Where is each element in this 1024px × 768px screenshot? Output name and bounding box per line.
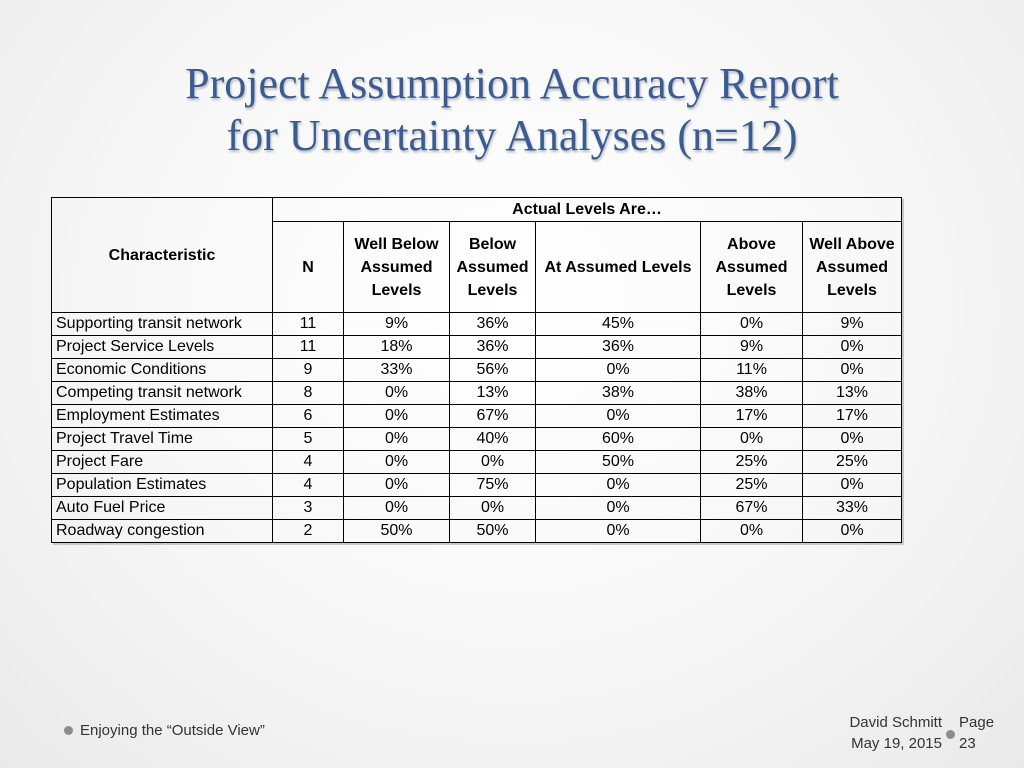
footer-page-number: 23 — [959, 735, 976, 752]
row-below-cell: 67% — [450, 405, 536, 428]
row-at-cell: 36% — [536, 336, 701, 359]
bullet-icon — [946, 730, 955, 739]
row-well-above-cell: 33% — [803, 497, 902, 520]
row-at-cell: 50% — [536, 451, 701, 474]
row-above-cell: 25% — [701, 451, 803, 474]
row-below-cell: 0% — [450, 497, 536, 520]
row-n-cell: 2 — [273, 520, 344, 543]
table-row — [52, 474, 902, 497]
footer-caption: Enjoying the “Outside View” — [80, 722, 265, 739]
row-at-cell: 0% — [536, 520, 701, 543]
row-below-cell: 0% — [450, 451, 536, 474]
row-well-above-cell: 13% — [803, 382, 902, 405]
title-line-1: Project Assumption Accuracy Report — [185, 59, 839, 108]
row-at-cell: 0% — [536, 474, 701, 497]
table-row — [52, 428, 902, 451]
row-well-below-cell: 0% — [344, 474, 450, 497]
row-n-cell: 11 — [273, 313, 344, 336]
row-n-cell: 9 — [273, 359, 344, 382]
row-below-cell: 13% — [450, 382, 536, 405]
row-below-cell: 36% — [450, 313, 536, 336]
table-row — [52, 451, 902, 474]
row-name-cell: Employment Estimates — [52, 405, 273, 428]
row-above-cell: 0% — [701, 428, 803, 451]
row-well-below-cell: 0% — [344, 497, 450, 520]
row-name-cell: Supporting transit network — [52, 313, 273, 336]
row-below-cell: 56% — [450, 359, 536, 382]
bullet-icon — [64, 726, 73, 735]
row-n-cell: 4 — [273, 451, 344, 474]
table-body — [52, 313, 902, 543]
row-n-cell: 4 — [273, 474, 344, 497]
row-name-cell: Economic Conditions — [52, 359, 273, 382]
table-row — [52, 497, 902, 520]
row-name-cell: Roadway congestion — [52, 520, 273, 543]
accuracy-table — [51, 197, 902, 543]
header-well-below: Well Below Assumed Levels — [344, 222, 450, 313]
row-name-cell: Project Travel Time — [52, 428, 273, 451]
table-row — [52, 520, 902, 543]
row-well-below-cell: 50% — [344, 520, 450, 543]
row-well-below-cell: 33% — [344, 359, 450, 382]
row-n-cell: 8 — [273, 382, 344, 405]
header-characteristic: Characteristic — [52, 198, 273, 313]
row-above-cell: 0% — [701, 520, 803, 543]
row-well-above-cell: 0% — [803, 474, 902, 497]
row-well-above-cell: 0% — [803, 520, 902, 543]
row-at-cell: 0% — [536, 497, 701, 520]
row-at-cell: 0% — [536, 405, 701, 428]
table-row — [52, 336, 902, 359]
title-line-2: for Uncertainty Analyses (n=12) — [226, 111, 798, 160]
row-well-above-cell: 0% — [803, 336, 902, 359]
row-well-below-cell: 9% — [344, 313, 450, 336]
row-above-cell: 38% — [701, 382, 803, 405]
row-below-cell: 75% — [450, 474, 536, 497]
row-below-cell: 36% — [450, 336, 536, 359]
row-name-cell: Auto Fuel Price — [52, 497, 273, 520]
row-n-cell: 5 — [273, 428, 344, 451]
row-above-cell: 11% — [701, 359, 803, 382]
row-well-above-cell: 17% — [803, 405, 902, 428]
slide-title — [0, 58, 1024, 162]
row-above-cell: 0% — [701, 313, 803, 336]
footer-page-label: Page — [959, 714, 995, 731]
row-at-cell: 38% — [536, 382, 701, 405]
header-below: Below Assumed Levels — [450, 222, 536, 313]
row-at-cell: 0% — [536, 359, 701, 382]
row-name-cell: Population Estimates — [52, 474, 273, 497]
row-above-cell: 25% — [701, 474, 803, 497]
row-at-cell: 45% — [536, 313, 701, 336]
row-above-cell: 67% — [701, 497, 803, 520]
row-name-cell: Project Service Levels — [52, 336, 273, 359]
row-well-below-cell: 0% — [344, 405, 450, 428]
footer-page-block — [959, 712, 994, 754]
table-row — [52, 313, 902, 336]
header-above: Above Assumed Levels — [701, 222, 803, 313]
row-well-above-cell: 0% — [803, 428, 902, 451]
footer-author: David Schmitt — [849, 714, 942, 731]
row-well-below-cell: 0% — [344, 428, 450, 451]
header-at: At Assumed Levels — [536, 222, 701, 313]
table-row — [52, 405, 902, 428]
footer-date: May 19, 2015 — [851, 735, 942, 752]
row-n-cell: 3 — [273, 497, 344, 520]
header-actual-levels: Actual Levels Are… — [273, 198, 902, 222]
row-at-cell: 60% — [536, 428, 701, 451]
row-n-cell: 6 — [273, 405, 344, 428]
row-well-below-cell: 18% — [344, 336, 450, 359]
row-above-cell: 17% — [701, 405, 803, 428]
header-n: N — [273, 222, 344, 313]
row-well-above-cell: 0% — [803, 359, 902, 382]
row-below-cell: 50% — [450, 520, 536, 543]
row-below-cell: 40% — [450, 428, 536, 451]
row-name-cell: Project Fare — [52, 451, 273, 474]
footer-author-block — [826, 712, 942, 754]
row-above-cell: 9% — [701, 336, 803, 359]
table-row — [52, 382, 902, 405]
table-row — [52, 359, 902, 382]
row-well-above-cell: 9% — [803, 313, 902, 336]
row-well-above-cell: 25% — [803, 451, 902, 474]
row-well-below-cell: 0% — [344, 382, 450, 405]
row-name-cell: Competing transit network — [52, 382, 273, 405]
row-n-cell: 11 — [273, 336, 344, 359]
row-well-below-cell: 0% — [344, 451, 450, 474]
header-well-above: Well Above Assumed Levels — [803, 222, 902, 313]
footer-left — [64, 722, 265, 739]
